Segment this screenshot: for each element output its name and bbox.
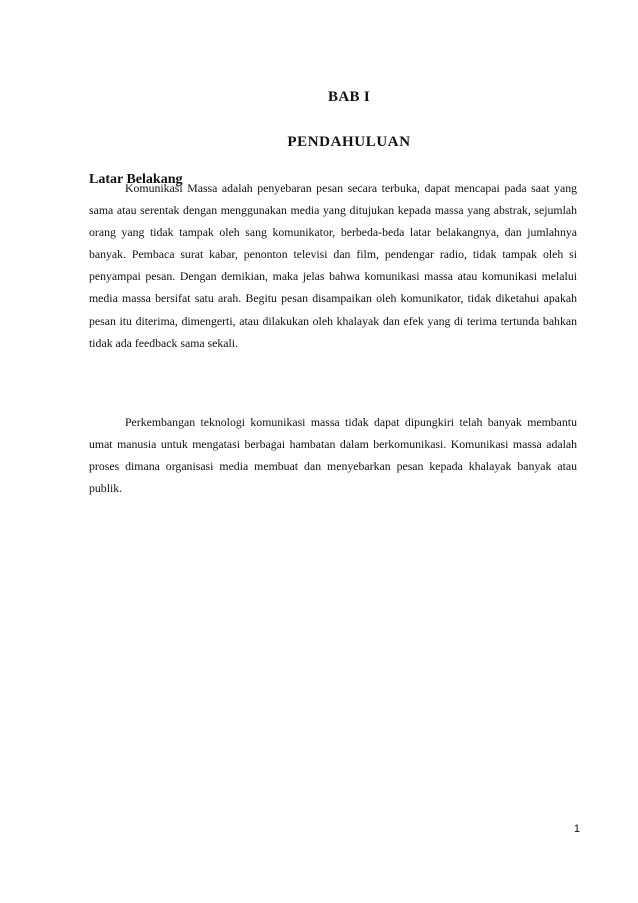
paragraph-2: Perkembangan teknologi komunikasi massa tidak dapat dipungkiri telah banyak membantu umat manusia untuk mengatasi berbagai hambatan dalam berkomunikasi. Komunikasi massa adalah proses dimana organisasi media membuat dan menyebarkan pesan kepada khalayak banyak atau publik. <box>89 415 577 496</box>
section-heading: Latar Belakang <box>89 172 183 187</box>
chapter-title: PENDAHULUAN <box>287 134 411 150</box>
chapter-number: BAB I <box>328 89 370 105</box>
paragraph-1: Komunikasi Massa adalah penyebaran pesan secara terbuka, dapat mencapai pada saat yang sama atau serentak dengan menggunakan media yang ditujukan kepada massa yang abstrak, sejumlah orang yang tidak tampak oleh sang komunikator, berbeda-beda latar belakangnya, dan jumlahnya banyak. Pembaca surat kabar, penonton televisi dan film, pendengar radio, tidak tampak oleh si penyampai pesan. Dengan demikian, maka jelas bahwa komunikasi massa atau komunikasi melalui media massa bersifat satu arah. Begitu pesan disampaikan oleh komunikator, tidak diketahui apakah pesan itu diterima, dimengerti, atau dilakukan oleh khalayak dan efek yang di terima tertunda bahkan tidak ada feedback sama sekali. <box>89 181 577 350</box>
page-number: 1 <box>573 823 580 835</box>
